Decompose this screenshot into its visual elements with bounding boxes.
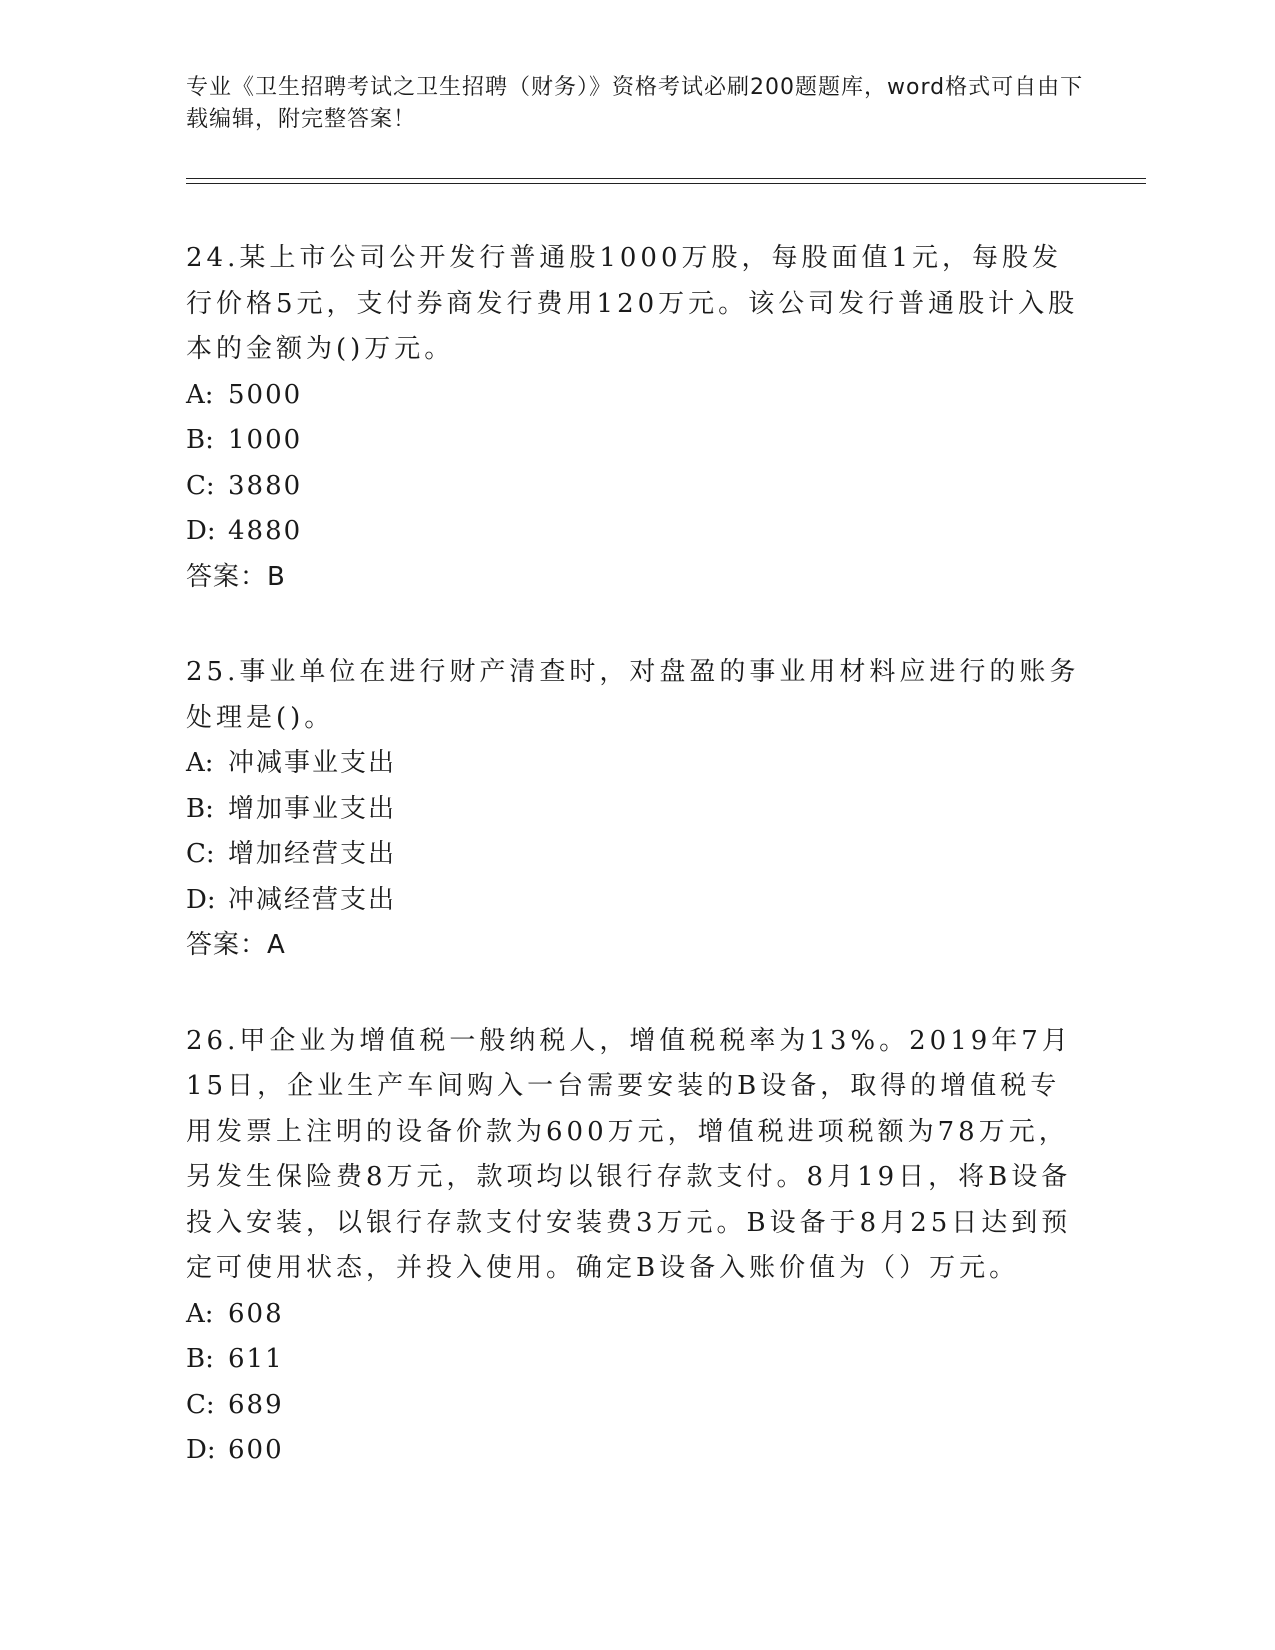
option-text: 增加经营支出 [228, 839, 397, 869]
option-text: 冲减经营支出 [228, 884, 397, 915]
option-d [186, 1428, 1086, 1474]
option-letter: C: [186, 1389, 215, 1420]
option-text: 689 [228, 1389, 284, 1420]
answer-line: 答案：A [186, 930, 286, 960]
option-letter: D: [186, 1435, 216, 1465]
option-letter: B: [186, 793, 214, 824]
option-text: 5000 [228, 379, 303, 410]
option-letter: B: [186, 1344, 214, 1374]
option-c [186, 464, 1086, 510]
header-divider-top [186, 178, 1146, 179]
option-text: 冲减事业支出 [228, 748, 397, 778]
option-text: 3880 [228, 470, 303, 501]
question-list [186, 236, 1086, 1524]
option-letter: D: [186, 884, 216, 915]
option-text: 4880 [228, 516, 303, 546]
option-letter: A: [186, 1298, 214, 1329]
document-header: 专业《卫生招聘考试之卫生招聘（财务）》资格考试必刷200题题库，word格式可自由下载编辑，附完整答案！ [186, 75, 1084, 132]
option-c [186, 1383, 1086, 1429]
option-letter: D: [186, 516, 216, 546]
option-text: 1000 [228, 425, 303, 455]
option-d [186, 509, 1086, 555]
question-24 [186, 236, 1086, 600]
option-a [186, 373, 1086, 419]
option-a [186, 741, 1086, 787]
option-text: 611 [228, 1344, 284, 1374]
option-letter: A: [186, 379, 214, 410]
header-divider-bottom [186, 183, 1146, 184]
option-d [186, 878, 1086, 924]
question-25 [186, 650, 1086, 969]
option-a [186, 1292, 1086, 1338]
option-c [186, 832, 1086, 878]
option-text: 600 [228, 1435, 284, 1465]
option-b [186, 787, 1086, 833]
answer-line: 答案：B [186, 561, 286, 592]
question-stem: 25.事业单位在进行财产清查时，对盘盈的事业用材料应进行的账务处理是()。 [186, 657, 1080, 733]
option-letter: C: [186, 470, 215, 501]
option-letter: B: [186, 425, 214, 455]
question-26 [186, 1019, 1086, 1474]
option-text: 增加事业支出 [228, 793, 397, 824]
option-b [186, 1337, 1086, 1383]
option-letter: C: [186, 839, 215, 869]
question-stem: 24.某上市公司公开发行普通股1000万股，每股面值1元，每股发行价格5元，支付券商发行费用120万元。该公司发行普通股计入股本的金额为()万元。 [186, 243, 1079, 364]
option-letter: A: [186, 748, 214, 778]
question-stem: 26.甲企业为增值税一般纳税人，增值税税率为13%。2019年7月15日，企业生产车间购入一台需要安装的B设备，取得的增值税专用发票上注明的设备价款为600万元，增值税进项税额为78万元，另发生保险费8万元，款项均以银行存款支付。8月19日，将B设备投入安装，以银行存款支付安装费3万元。B设备于8月25日达到预定可使用状态，并投入使用。确定B设备入账价值为（）万元。 [186, 1025, 1072, 1283]
option-text: 608 [228, 1298, 284, 1329]
option-b [186, 418, 1086, 464]
